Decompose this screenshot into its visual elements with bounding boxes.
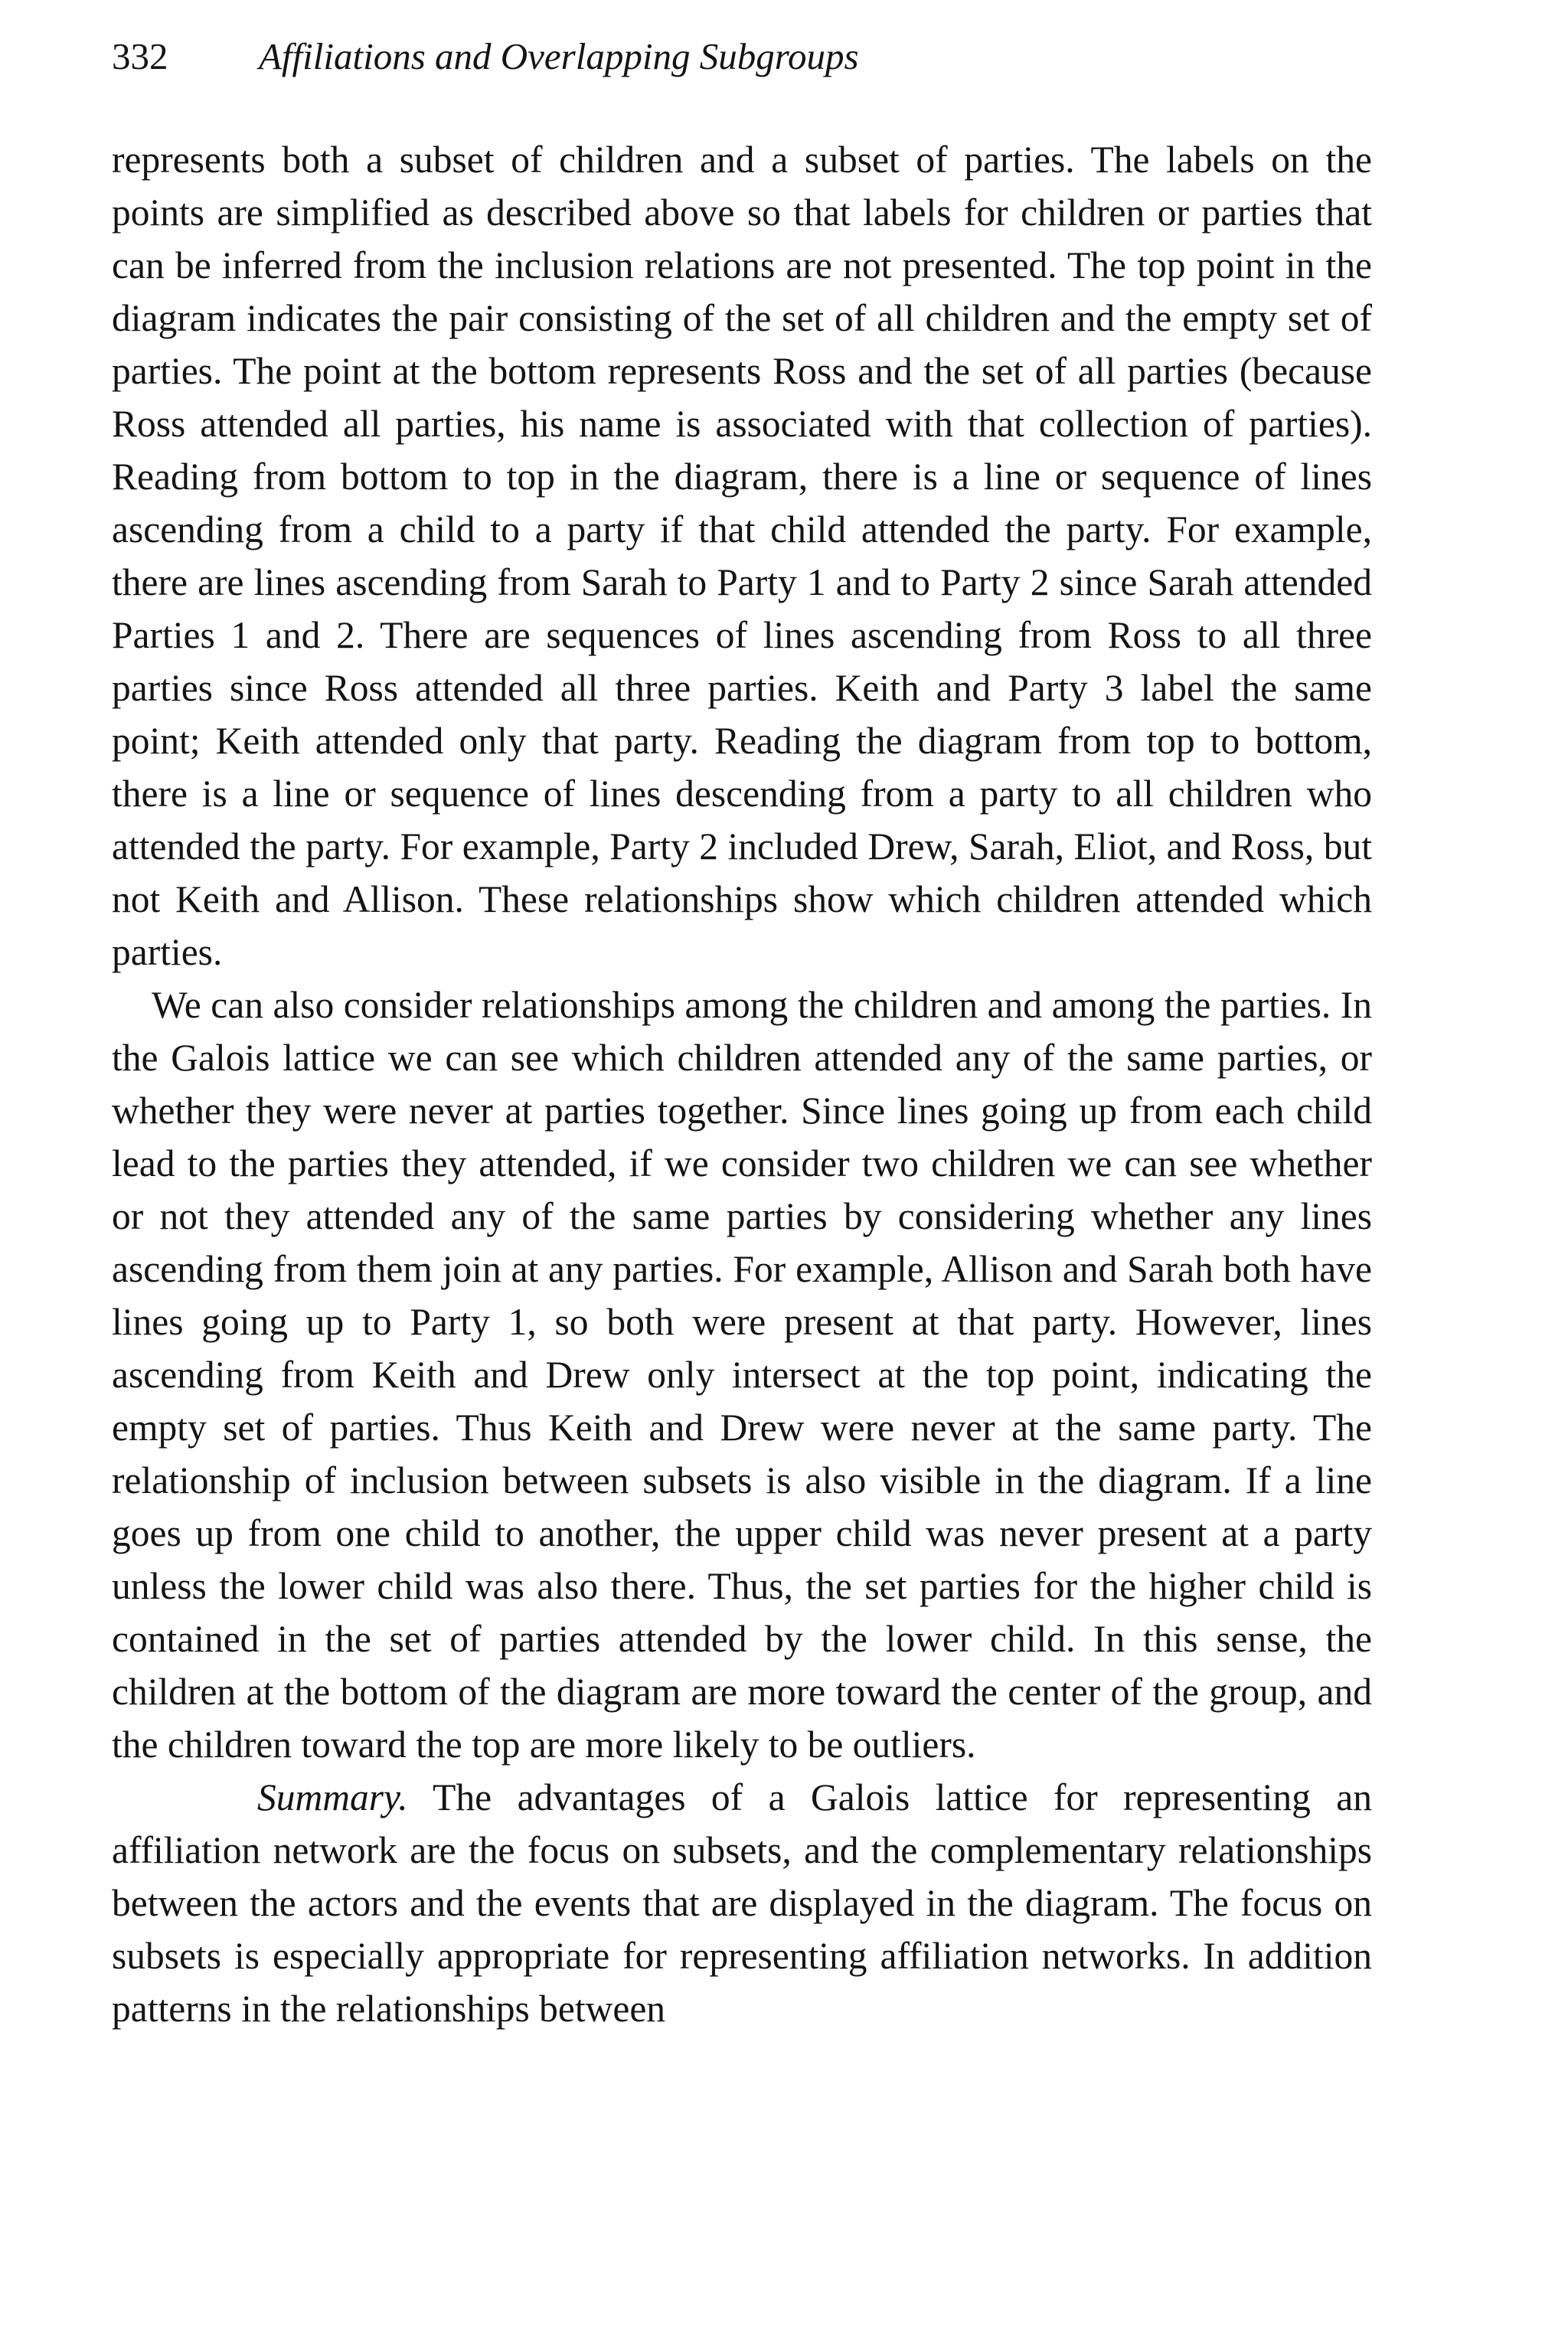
book-page	[112, 34, 1372, 2035]
body-text	[112, 133, 1372, 2035]
paragraph-summary	[112, 1771, 1372, 2035]
running-head	[112, 34, 1372, 80]
running-head-title: Affiliations and Overlapping Subgroups	[259, 35, 859, 77]
page-number: 332	[112, 35, 168, 77]
summary-heading: Summary.	[257, 1776, 408, 1818]
paragraph-relationships: We can also consider relationships among the children and among the parties. In the Galois lattice we can see which children attended any of the same parties, or whether they were never at parties together. Since lines going up from each child lead to the parties they attended, if we consider two children we can see whether or not they attended any of the same parties by considering whether any lines ascending from them join at any parties. For example, Allison and Sarah both have lines going up to Party 1, so both were present at that party. However, lines ascending from Keith and Drew only intersect at the top point, indicating the empty set of parties. Thus Keith and Drew were never at the same party. The relationship of inclusion between subsets is also visible in the diagram. If a line goes up from one child to another, the upper child was never present at a party unless the lower child was also there. Thus, the set parties for the higher child is contained in the set of parties attended by the lower child. In this sense, the children at the bottom of the diagram are more toward the center of the group, and the children toward the top are more likely to be outliers.	[112, 984, 1372, 1766]
paragraph-continued: represents both a subset of children and a subset of parties. The labels on the points are simplified as described above so that labels for children or parties that can be inferred from the inclusion relations are not presented. The top point in the diagram indicates the pair consisting of the set of all children and the empty set of parties. The point at the bottom represents Ross and the set of all parties (because Ross attended all parties, his name is associated with that collection of parties). Reading from bottom to top in the diagram, there is a line or sequence of lines ascending from a child to a party if that child attended the party. For example, there are lines ascending from Sarah to Party 1 and to Party 2 since Sarah attended Parties 1 and 2. There are sequences of lines ascending from Ross to all three parties since Ross attended all three parties. Keith and Party 3 label the same point; Keith attended only that party. Reading the diagram from top to bottom, there is a line or sequence of lines descending from a party to all children who attended the party. For example, Party 2 included Drew, Sarah, Eliot, and Ross, but not Keith and Allison. These relationships show which children attended which parties.	[112, 139, 1372, 973]
summary-text: The advantages of a Galois lattice for representing an affiliation network are the focus on subsets, and the complementary relationships between the actors and the events that are displayed in the diagram. The focus on subsets is especially appropriate for representing affiliation networks. In addition patterns in the relationships between	[112, 1776, 1372, 2030]
